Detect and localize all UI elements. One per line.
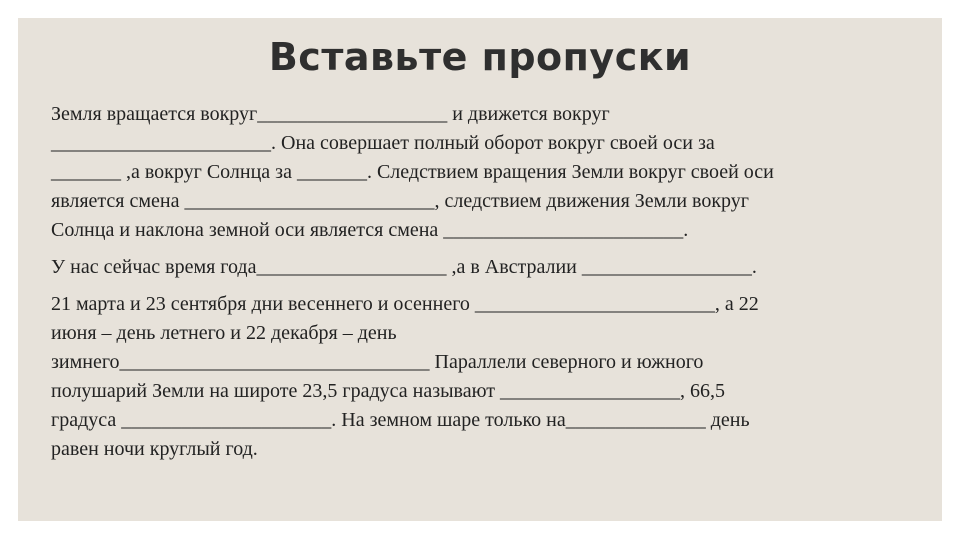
exercise-text: [51, 100, 926, 464]
text-line: полушарий Земли на широте 23,5 градуса называют __________________, 66,5: [51, 380, 726, 402]
text-line: ______________________. Она совершает полный оборот вокруг своей оси за: [51, 132, 715, 154]
paragraph-2: [51, 253, 926, 282]
text-line: июня – день летнего и 22 декабря – день: [51, 322, 397, 344]
text-line: Солнца и наклона земной оси является смена ________________________.: [51, 219, 689, 241]
text-line: У нас сейчас время года___________________ ,а в Австралии _________________.: [51, 256, 757, 278]
slide-title: Вставьте пропуски: [268, 35, 692, 79]
slide: [18, 18, 942, 521]
text-line: _______ ,а вокруг Солнца за _______. Следствием вращения Земли вокруг своей оси: [51, 161, 774, 183]
text-line: равен ночи круглый год.: [51, 438, 258, 460]
text-line: градуса _____________________. На земном шаре только на______________ день: [51, 409, 750, 431]
text-line: зимнего_______________________________ Параллели северного и южного: [51, 351, 704, 373]
text-line: Земля вращается вокруг___________________ и движется вокруг: [51, 103, 610, 125]
paragraph-3: [51, 290, 926, 464]
text-line: является смена _________________________, следствием движения Земли вокруг: [51, 190, 749, 212]
paragraph-1: [51, 100, 926, 245]
text-line: 21 марта и 23 сентября дни весеннего и осеннего ________________________, а 22: [51, 293, 759, 315]
